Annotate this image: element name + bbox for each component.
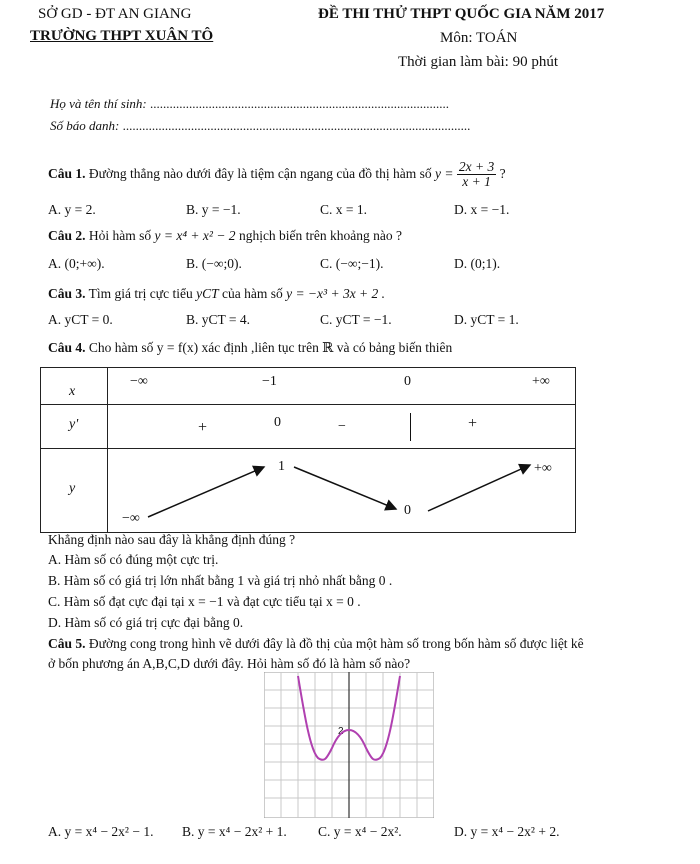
graph-label-2: 2 — [338, 726, 344, 737]
y-value-one: 1 — [278, 459, 285, 474]
question-2-label: Câu 2. — [48, 228, 86, 243]
school-name: TRƯỜNG THPT XUÂN TÔ — [30, 28, 214, 44]
question-3-func: y = −x³ + 3x + 2 . — [286, 286, 386, 301]
student-id-dots: ........................................................................................................... — [122, 118, 471, 133]
y-value-neg-inf: −∞ — [122, 511, 140, 526]
question-1-text: Đường thẳng nào dưới đây là tiệm cận ngang của đồ thị hàm số — [88, 165, 432, 181]
sign-zero: 0 — [274, 415, 281, 430]
exam-title: ĐỀ THI THỬ THPT QUỐC GIA NĂM 2017 — [318, 6, 605, 22]
question-1-denominator: x + 1 — [462, 174, 491, 190]
arrow-up-1 — [148, 467, 264, 517]
q1-option-b[interactable]: B. y = −1. — [186, 202, 241, 217]
subject: Môn: TOÁN — [440, 30, 518, 46]
question-2-text-b: nghịch biến trên khoảng nào ? — [238, 228, 403, 243]
question-4-prompt: Khẳng định nào sau đây là khẳng định đúng ? — [48, 532, 296, 547]
exam-time: Thời gian làm bài: 90 phút — [398, 54, 558, 70]
question-1-end: ? — [499, 165, 506, 181]
question-3 — [48, 286, 385, 302]
table-x-header — [41, 368, 108, 405]
question-1-func-lhs: y = — [434, 165, 454, 181]
y-value-pos-inf: +∞ — [534, 461, 552, 476]
q3-option-a[interactable]: A. yCT = 0. — [48, 312, 113, 327]
x-value-neg-one: −1 — [262, 374, 277, 389]
question-4-label: Câu 4. — [48, 340, 86, 355]
question-2-text-a: Hỏi hàm số — [88, 228, 152, 243]
question-2 — [48, 228, 402, 244]
student-id-row — [50, 118, 470, 134]
q1-option-c[interactable]: C. x = 1. — [320, 202, 367, 217]
table-x-label: x — [69, 384, 76, 399]
student-name-label: Họ và tên thí sinh: — [50, 96, 147, 111]
table-yprime-header — [41, 405, 108, 449]
question-4 — [48, 340, 452, 356]
q2-option-a[interactable]: A. (0;+∞). — [48, 256, 105, 271]
q1-option-d[interactable]: D. x = −1. — [454, 202, 510, 217]
department-name: SỞ GD - ĐT AN GIANG — [38, 6, 192, 22]
question-1 — [48, 160, 506, 189]
q2-option-d[interactable]: D. (0;1). — [454, 256, 501, 271]
question-5-text-line1: Đường cong trong hình vẽ dưới đây là đồ thị của một hàm số trong bốn hàm số được liệt kê — [88, 636, 584, 651]
student-name-dots: ............................................................................................ — [150, 96, 450, 111]
table-y-label: y — [69, 481, 76, 496]
q4-option-c[interactable]: C. Hàm số đạt cực đại tại x = −1 và đạt cực tiểu tại x = 0 . — [48, 594, 361, 609]
table-y-header — [41, 449, 108, 533]
sign-plus-1: + — [198, 419, 208, 436]
x-value-pos-inf: +∞ — [532, 374, 550, 389]
x-value-zero: 0 — [404, 374, 411, 389]
table-yprime-signs — [108, 405, 576, 449]
sign-divider — [410, 413, 411, 441]
arrow-up-2 — [428, 465, 530, 511]
variation-arrows — [108, 449, 576, 533]
table-y-values — [108, 449, 576, 533]
question-4-text: Cho hàm số y = f(x) xác định ,liên tục trên ℝ và có bảng biến thiên — [88, 340, 453, 355]
q2-option-c[interactable]: C. (−∞;−1). — [320, 256, 384, 271]
sign-plus-2: + — [468, 415, 478, 432]
question-5-text-line2: ở bốn phương án A,B,C,D dưới đây. Hỏi hàm số đó là hàm số nào? — [48, 656, 411, 671]
student-name-row — [50, 96, 449, 112]
q3-option-c[interactable]: C. yCT = −1. — [320, 312, 392, 327]
question-5 — [48, 636, 584, 652]
q5-option-c[interactable]: C. y = x⁴ − 2x². — [318, 824, 402, 839]
q2-option-b[interactable]: B. (−∞;0). — [186, 256, 242, 271]
question-5-label: Câu 5. — [48, 636, 86, 651]
question-1-numerator: 2x + 3 — [458, 159, 495, 174]
student-id-label: Số báo danh: — [50, 118, 120, 133]
q5-option-d[interactable]: D. y = x⁴ − 2x² + 2. — [454, 824, 560, 839]
question-1-label: Câu 1. — [48, 165, 86, 181]
x-value-neg-inf: −∞ — [130, 374, 148, 389]
y-value-zero: 0 — [404, 503, 411, 518]
q4-option-b[interactable]: B. Hàm số có giá trị lớn nhất bằng 1 và giá trị nhỏ nhất bằng 0 . — [48, 573, 393, 588]
function-graph — [264, 672, 434, 818]
table-x-values — [108, 368, 576, 405]
q5-option-a[interactable]: A. y = x⁴ − 2x² − 1. — [48, 824, 154, 839]
table-yprime-label: y' — [69, 417, 79, 432]
question-3-text-b: của hàm số — [221, 286, 283, 301]
question-3-label: Câu 3. — [48, 286, 86, 301]
q3-option-b[interactable]: B. yCT = 4. — [186, 312, 250, 327]
q4-option-a[interactable]: A. Hàm số có đúng một cực trị. — [48, 552, 219, 567]
q3-option-d[interactable]: D. yCT = 1. — [454, 312, 519, 327]
sign-minus: − — [338, 419, 346, 434]
arrow-down — [294, 467, 396, 509]
question-2-func: y = x⁴ + x² − 2 — [154, 228, 236, 243]
question-1-fraction — [457, 160, 496, 189]
variation-table — [40, 367, 576, 533]
question-3-text-a: Tìm giá trị cực tiểu — [88, 286, 193, 301]
q5-option-b[interactable]: B. y = x⁴ − 2x² + 1. — [182, 824, 287, 839]
q1-option-a[interactable]: A. y = 2. — [48, 202, 96, 217]
q4-option-d[interactable]: D. Hàm số có giá trị cực đại bằng 0. — [48, 615, 244, 630]
question-3-ycT: yCT — [196, 286, 219, 301]
